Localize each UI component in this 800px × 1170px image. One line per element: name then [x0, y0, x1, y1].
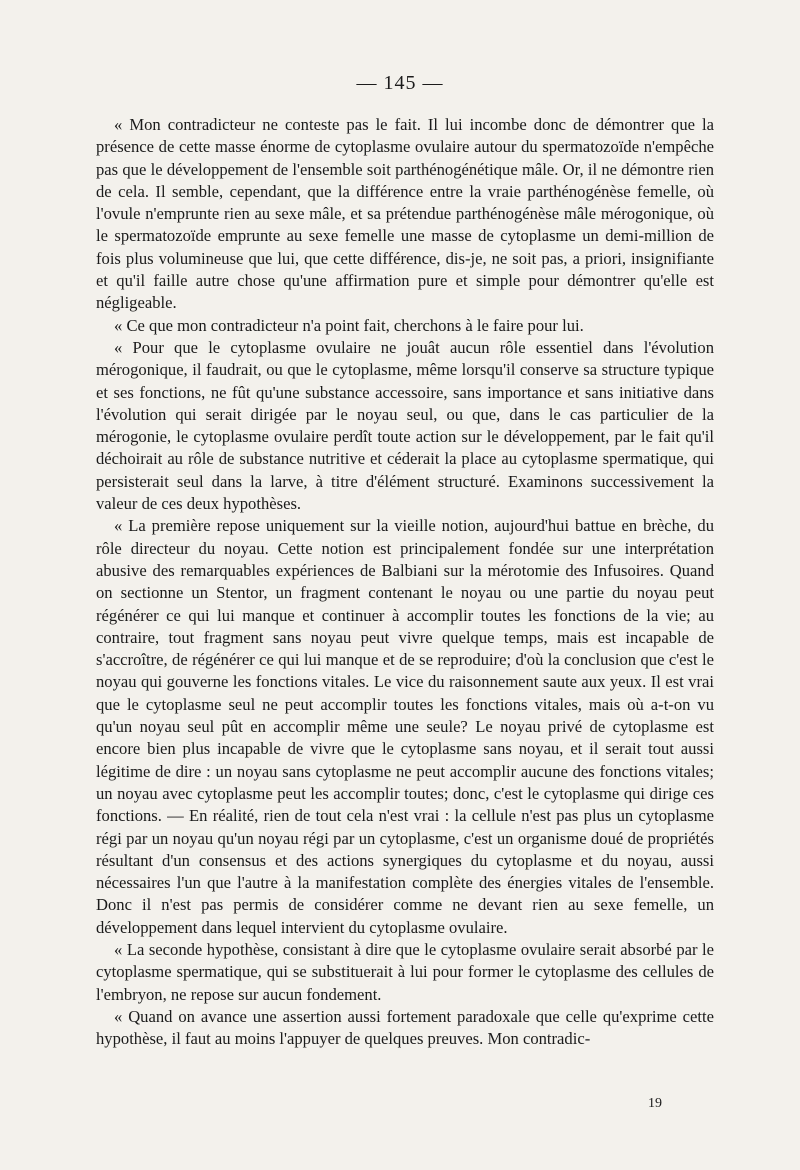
body-text — [96, 114, 714, 1050]
signature-mark: 19 — [648, 1096, 662, 1111]
paragraph: « Quand on avance une assertion aussi fortement paradoxale que celle qu'exprime cette hypothèse, il faut au moins l'appuyer de quelques preuves. Mon contradic- — [96, 1006, 714, 1049]
paragraph: « La seconde hypothèse, consistant à dire que le cytoplasme ovulaire serait absorbé par le cytoplasme spermatique, qui se substituerait à lui pour former le cytoplasme des cellules de l'embryon, ne repose sur aucun fondement. — [96, 939, 714, 1004]
paragraph: « La première repose uniquement sur la vieille notion, aujourd'hui battue en brèche, du rôle directeur du noyau. Cette notion est principalement fondée sur une interprétation abusive des remarquables expériences de Balbiani sur la mérotomie des Infusoires. Quand on sectionne un Stentor, un fragment contenant le noyau ou une partie du noyau peut régénérer ce qui lui manque et continuer à accomplir toutes les fonctions de la vie; au contraire, tout fragment sans noyau peut vivre quelque temps, mais est incapable de s'accroître, de régénérer ce qui lui manque et de se reproduire; d'où la conclusion que c'est le noyau qui gouverne les fonctions vitales. Le vice du raisonnement saute aux yeux. Il est vrai que le cytoplasme seul ne peut accomplir toutes les fonctions vitales, mais où a-t-on vu qu'un noyau seul pût en accomplir même une seule? Le noyau privé de cytoplasme est encore bien plus incapable de vivre que le cytoplasme sans noyau, et il serait tout aussi légitime de dire : un noyau sans cytoplasme ne peut accomplir aucune des fonctions vitales; un noyau avec cytoplasme peut les accomplir toutes; donc, c'est le cytoplasme qui dirige ces fonctions. — En réalité, rien de tout cela n'est vrai : la cellule n'est pas plus un cytoplasme régi par un noyau qu'un noyau régi par un cytoplasme, c'est un organisme doué de propriétés résultant d'un consensus et des actions synergiques du cytoplasme et du noyau, aussi nécessaires l'un que l'autre à la manifestation complète des énergies vitales de l'ensemble. Donc il n'est pas permis de considérer comme ne devant rien au sexe femelle, un développement dans lequel intervient du cytoplasme ovulaire. — [96, 516, 714, 937]
paragraph: « Pour que le cytoplasme ovulaire ne jouât aucun rôle essentiel dans l'évolution mérogonique, il faudrait, ou que le cytoplasme, même lorsqu'il conserve sa structure typique et ses fonctions, ne fût qu'une substance accessoire, sans importance et sans initiative dans l'évolution qui serait dirigée par le noyau seul, ou que, dans le cas particulier de la mérogonie, le cytoplasme ovulaire perdît toute action sur le développement, par le fait qu'il déchoirait au rôle de substance nutritive et céderait la place au cytoplasme spermatique, qui persisterait seul dans la larve, à titre d'élément structuré. Examinons successivement la valeur de ces deux hypothèses. — [96, 337, 714, 514]
paragraph: « Mon contradicteur ne conteste pas le fait. Il lui incombe donc de démontrer que la présence de cette masse énorme de cytoplasme ovulaire autour du spermatozoïde n'empêche pas que le développement de l'ensemble soit parthénogénétique mâle. Or, il ne démontre rien de cela. Il semble, cependant, que la différence entre la vraie parthénogénèse femelle, où l'ovule n'emprunte rien au sexe mâle, et sa prétendue parthénogénèse mâle mérogonique, où le spermatozoïde emprunte au sexe femelle une masse de cytoplasme un demi-million de fois plus volumineuse que lui, que cette différence, dis-je, ne soit pas, a priori, insignifiante et qu'il faille autre chose qu'une affirmation pure et simple pour démontrer qu'elle est négligeable. — [96, 115, 714, 313]
page-number-header: — 145 — — [356, 72, 444, 94]
paragraph: « Ce que mon contradicteur n'a point fait, cherchons à le faire pour lui. — [114, 315, 584, 335]
